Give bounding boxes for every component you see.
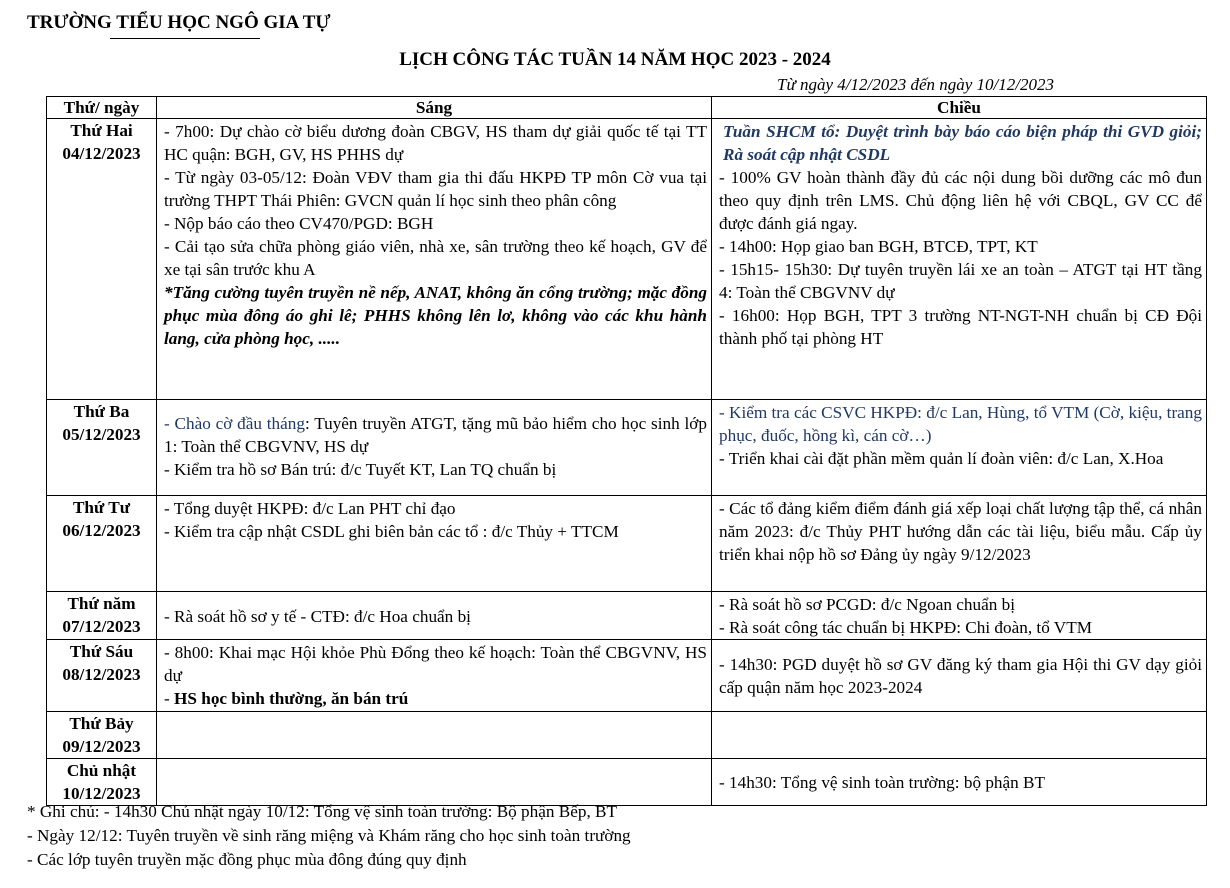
day-cell-sunday	[47, 759, 157, 806]
shcm-note: Tuần SHCM tổ: Duyệt trình bày báo cáo biện pháp thi GVD giỏi; Rà soát cập nhật CSDL	[723, 122, 1202, 164]
day-name: Thứ Hai	[70, 121, 133, 140]
day-cell-monday	[47, 119, 157, 400]
morning-cell-sunday	[157, 759, 712, 806]
day-date: 09/12/2023	[62, 737, 141, 756]
morning-cell-tuesday	[157, 400, 712, 496]
emphasis-note: HS học bình thường, ăn bán trú	[174, 689, 409, 708]
afternoon-cell-wednesday	[712, 496, 1207, 592]
list-item: - 14h30: PGD duyệt hồ sơ GV đăng ký tham gia Hội thi GV dạy giỏi cấp quận năm học 2023-2024	[719, 655, 1202, 697]
list-item: - 7h00: Dự chào cờ biểu dương đoàn CBGV, HS tham dự giải quốc tế tại TT HC quận: BGH, GV, HS PHHS dự	[164, 122, 707, 164]
morning-cell-wednesday	[157, 496, 712, 592]
table-row-friday	[47, 640, 1207, 712]
day-date: 05/12/2023	[62, 425, 141, 444]
list-item: - Kiểm tra hồ sơ Bán trú: đ/c Tuyết KT, Lan TQ chuẩn bị	[164, 460, 557, 479]
footnote-item: - Ngày 12/12: Tuyên truyền về sinh răng miệng và Khám răng cho học sinh toàn trường	[27, 826, 631, 845]
day-cell-saturday	[47, 712, 157, 759]
afternoon-cell-sunday	[712, 759, 1207, 806]
day-cell-wednesday	[47, 496, 157, 592]
day-name: Chủ nhật	[66, 761, 137, 780]
list-item: - 14h00: Họp giao ban BGH, BTCĐ, TPT, KT	[719, 237, 1038, 256]
table-row-thursday	[47, 592, 1207, 640]
morning-cell-saturday	[157, 712, 712, 759]
list-item: - Tổng duyệt HKPĐ: đ/c Lan PHT chỉ đạo	[164, 499, 456, 518]
day-cell-friday	[47, 640, 157, 712]
day-date: 08/12/2023	[62, 665, 141, 684]
list-item: - Triển khai cài đặt phần mềm quản lí đoàn viên: đ/c Lan, X.Hoa	[719, 449, 1164, 468]
list-item: - Các tổ đảng kiểm điểm đánh giá xếp loại chất lượng tập thể, cá nhân năm 2023: đ/c Thủy PHT hướng dẫn các tài liệu, biểu mẫu. Cấp ủy triển khai nộp hồ sơ Đảng ủy ngày 9/12/2023	[719, 499, 1202, 564]
morning-cell-friday	[157, 640, 712, 712]
list-item: - 8h00: Khai mạc Hội khỏe Phù Đổng theo kế hoạch: Toàn thể CBGVNV, HS dự	[164, 643, 707, 685]
afternoon-cell-friday	[712, 640, 1207, 712]
list-item: - Kiểm tra các CSVC HKPĐ: đ/c Lan, Hùng, tổ VTM (Cờ, kiệu, trang phục, đuốc, hồng kì, cán cờ…)	[719, 403, 1202, 445]
footnote-item: * Ghi chú: - 14h30 Chủ nhật ngày 10/12: Tổng vệ sinh toàn trường: Bộ phận Bếp, BT	[27, 802, 617, 821]
footnotes	[27, 800, 631, 872]
column-header-day: Thứ/ ngày	[47, 97, 157, 119]
schedule-table	[46, 96, 1207, 806]
list-item: - Rà soát hồ sơ PCGD: đ/c Ngoan chuẩn bị	[719, 595, 1015, 614]
list-item: - 14h30: Tổng vệ sinh toàn trường: bộ phận BT	[719, 773, 1045, 792]
afternoon-cell-monday	[712, 119, 1207, 400]
footnote-item: - Các lớp tuyên truyền mặc đồng phục mùa đông đúng quy định	[27, 850, 467, 869]
day-name: Thứ năm	[67, 594, 136, 613]
afternoon-cell-tuesday	[712, 400, 1207, 496]
morning-cell-monday	[157, 119, 712, 400]
afternoon-cell-saturday	[712, 712, 1207, 759]
column-header-afternoon: Chiều	[712, 97, 1207, 119]
table-row-tuesday	[47, 400, 1207, 496]
day-name: Thứ Bảy	[69, 714, 134, 733]
school-name: TRƯỜNG TIỂU HỌC NGÔ GIA TỰ	[27, 12, 331, 33]
day-date: 10/12/2023	[62, 784, 141, 803]
flag-ceremony-label: - Chào cờ đầu tháng	[164, 414, 305, 433]
list-item: - Cải tạo sửa chữa phòng giáo viên, nhà xe, sân trường theo kế hoạch, GV để xe tại sân trước khu A	[164, 237, 707, 279]
list-item	[164, 412, 707, 458]
table-row-monday	[47, 119, 1207, 400]
date-range: Từ ngày 4/12/2023 đến ngày 10/12/2023	[777, 75, 1055, 94]
list-item-text: : Tuyên truyền ATGT, tặng mũ bảo hiểm cho học sinh lớp 1: Toàn thể CBGVNV, HS dự	[164, 414, 707, 456]
list-item: - 16h00: Họp BGH, TPT 3 trường NT-NGT-NH chuẩn bị CĐ Đội thành phố tại phòng HT	[719, 306, 1202, 348]
list-item: - Nộp báo cáo theo CV470/PGD: BGH	[164, 214, 434, 233]
list-item: - 100% GV hoàn thành đầy đủ các nội dung bồi dưỡng các mô đun theo quy định trên LMS. Chủ động liên hệ với CBQL, GV CC để được đánh giá ngay.	[719, 168, 1202, 233]
afternoon-cell-thursday	[712, 592, 1207, 640]
list-item: - Kiểm tra cập nhật CSDL ghi biên bản các tổ : đ/c Thủy + TTCM	[164, 522, 619, 541]
day-date: 07/12/2023	[62, 617, 141, 636]
day-name: Thứ Tư	[72, 498, 131, 517]
morning-cell-thursday	[157, 592, 712, 640]
day-name: Thứ Ba	[73, 402, 130, 421]
day-date: 04/12/2023	[62, 144, 141, 163]
day-cell-tuesday	[47, 400, 157, 496]
table-header-row	[47, 97, 1207, 119]
table-row-saturday	[47, 712, 1207, 759]
day-name: Thứ Sáu	[69, 642, 134, 661]
list-item: - Rà soát công tác chuẩn bị HKPĐ: Chi đoàn, tổ VTM	[719, 618, 1092, 637]
school-underline	[110, 38, 260, 39]
list-item: - HS học bình thường, ăn bán trú	[164, 689, 409, 708]
schedule-title: LỊCH CÔNG TÁC TUẦN 14 NĂM HỌC 2023 - 2024	[399, 49, 831, 70]
list-item: - Rà soát hồ sơ y tế - CTĐ: đ/c Hoa chuẩn bị	[164, 606, 471, 626]
column-header-morning: Sáng	[157, 97, 712, 119]
emphasis-note: *Tăng cường tuyên truyền nề nếp, ANAT, không ăn cổng trường; mặc đồng phục mùa đông áo ghi lê; PHHS không lên lơ, không vào các khu hành lang, cửa phòng học, .....	[164, 283, 707, 348]
table-row-sunday	[47, 759, 1207, 806]
table-row-wednesday	[47, 496, 1207, 592]
day-date: 06/12/2023	[62, 521, 141, 540]
list-item: - Từ ngày 03-05/12: Đoàn VĐV tham gia thi đấu HKPĐ TP môn Cờ vua tại trường THPT Thái Phiên: GVCN quản lí học sinh theo phân công	[164, 168, 707, 210]
day-cell-thursday	[47, 592, 157, 640]
list-item: - 15h15- 15h30: Dự tuyên truyền lái xe an toàn – ATGT tại HT tầng 4: Toàn thể CBGVNV dự	[719, 260, 1202, 302]
